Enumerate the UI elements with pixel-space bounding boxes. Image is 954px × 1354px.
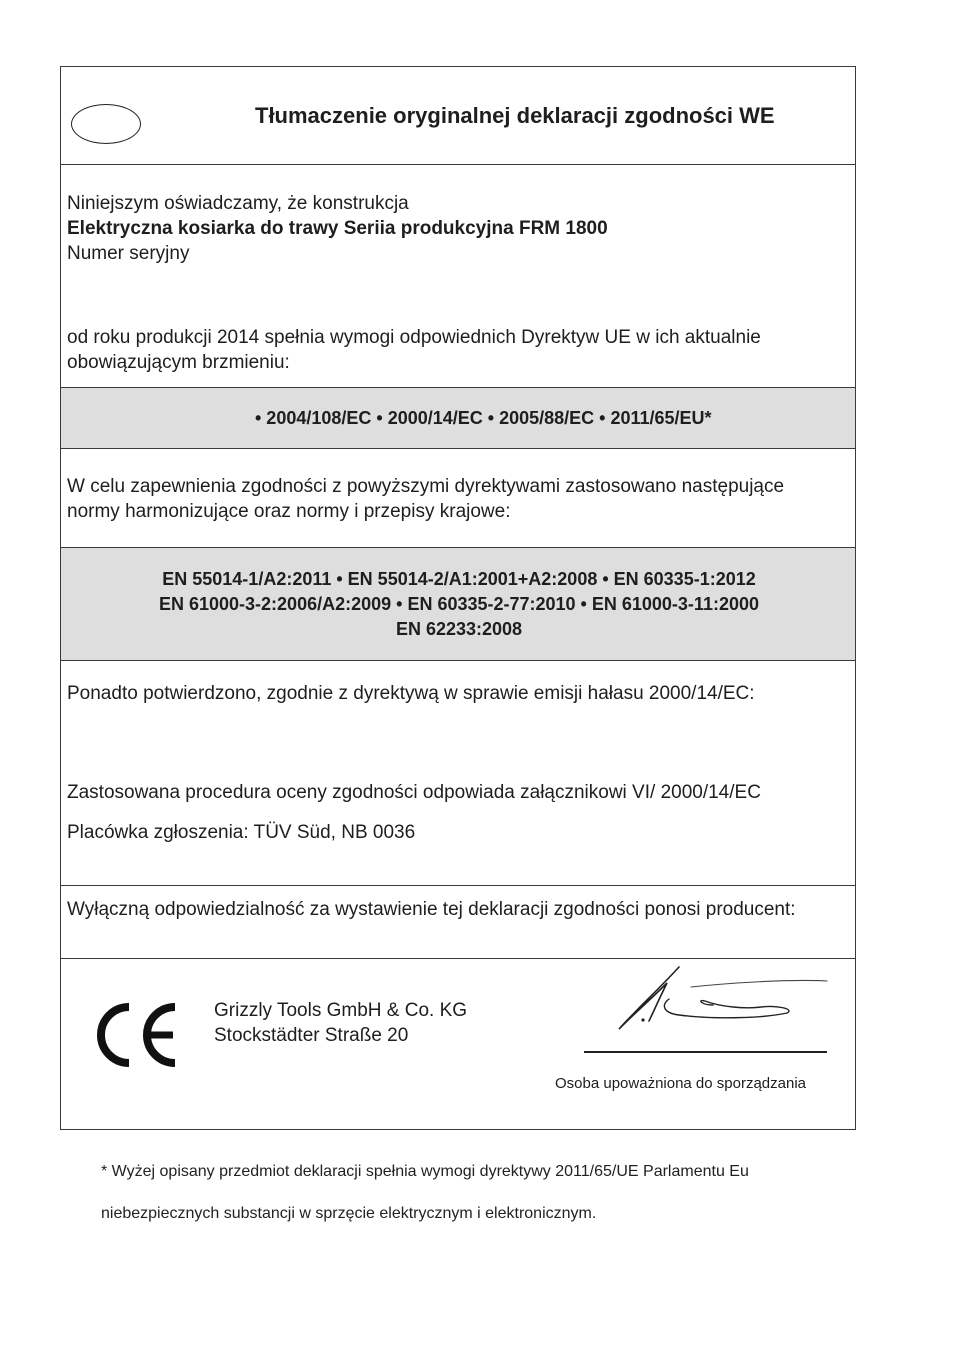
standards-intro-line-2: normy harmonizujące oraz normy i przepisy krajowe: [67, 501, 511, 522]
standards-section [61, 548, 855, 661]
standards-intro-section [61, 449, 855, 548]
header-section [61, 67, 855, 165]
procedure-statement: Zastosowana procedura oceny zgodności odpowiada załącznikowi VI/ 2000/14/EC [67, 782, 761, 803]
manufacturer-name: Grizzly Tools GmbH & Co. KG [214, 1000, 468, 1021]
noise-statement: Ponadto potwierdzono, zgodnie z dyrektywą w sprawie emisji hałasu 2000/14/EC: [67, 683, 755, 704]
responsibility-statement: Wyłączną odpowiedzialność za wystawienie tej deklaracji zgodności ponosi producent: [67, 899, 796, 920]
footnote-line-1: * Wyżej opisany przedmiot deklaracji spełnia wymogi dyrektywy 2011/65/UE Parlamentu Eu [101, 1163, 749, 1180]
signature-line [584, 1051, 827, 1053]
ce-mark-icon [95, 1001, 181, 1069]
directives-list: • 2004/108/EC • 2000/14/EC • 2005/88/EC • 2011/65/EU* [255, 408, 712, 428]
product-name: Elektryczna kosiarka do trawy Seriia produkcyjna FRM 1800 [67, 218, 608, 239]
noise-section [61, 661, 855, 886]
responsibility-section [61, 886, 855, 959]
serial-label: Numer seryjny [67, 243, 190, 264]
compliance-line-2: obowiązującym brzmieniu: [67, 352, 290, 373]
footnote-line-2: niebezpiecznych substancji w sprzęcie elektrycznym i elektronicznym. [101, 1205, 597, 1222]
signature-caption: Osoba upoważniona do sporządzania [555, 1075, 807, 1092]
standards-line-3: EN 62233:2008 [395, 619, 523, 639]
notified-body: Placówka zgłoszenia: TÜV Süd, NB 0036 [67, 822, 416, 843]
signature-image [609, 963, 835, 1039]
page-title: Tłumaczenie oryginalnej deklaracji zgodności WE [255, 103, 775, 128]
compliance-line-1: od roku produkcji 2014 spełnia wymogi odpowiednich Dyrektyw UE w ich aktualnie [67, 327, 761, 348]
manufacturer-section [61, 959, 855, 1131]
directives-section [61, 388, 855, 449]
standards-line-1: EN 55014-1/A2:2011 • EN 55014-2/A1:2001+A2:2008 • EN 60335-1:2012 [162, 569, 756, 589]
language-badge-oval [71, 104, 141, 144]
intro-line: Niniejszym oświadczamy, że konstrukcja [67, 193, 409, 214]
intro-section [61, 165, 855, 388]
manufacturer-street: Stockstädter Straße 20 [214, 1025, 409, 1046]
declaration-frame [60, 66, 856, 1130]
standards-line-2: EN 61000-3-2:2006/A2:2009 • EN 60335-2-77:2010 • EN 61000-3-11:2000 [158, 594, 759, 614]
standards-intro-line-1: W celu zapewnienia zgodności z powyższymi dyrektywami zastosowano następujące [67, 476, 785, 497]
